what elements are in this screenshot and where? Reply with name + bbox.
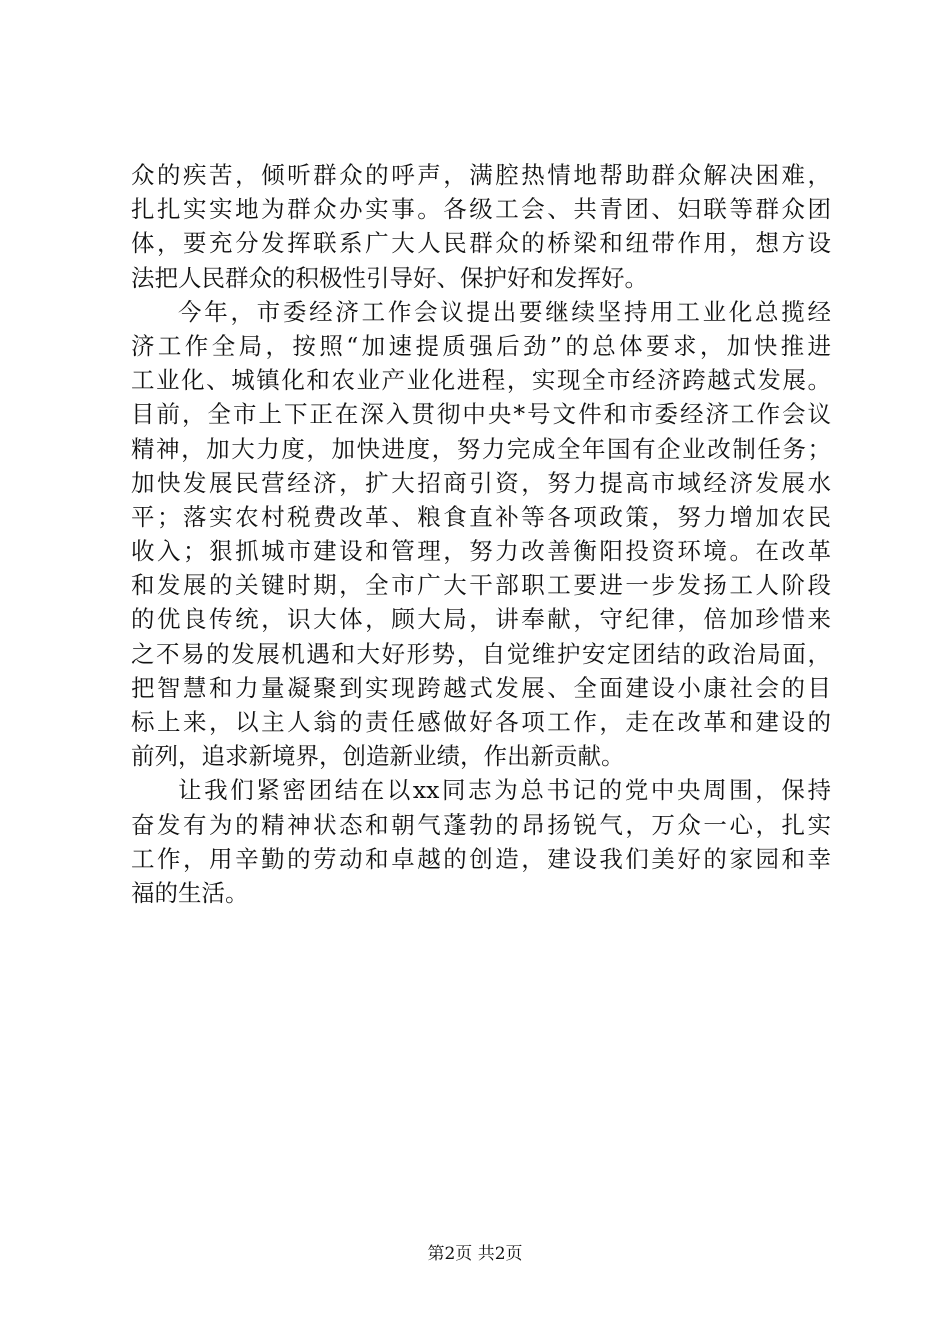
text-line: 前列，追求新境界，创造新业绩，作出新贡献。 xyxy=(131,742,625,771)
text-line: 工业化、城镇化和农业产业化进程，实现全市经济跨越式发展。 xyxy=(131,366,831,395)
paragraph xyxy=(131,295,831,774)
text-line: 众的疾苦，倾听群众的呼声，满腔热情地帮助群众解决困难， xyxy=(131,161,831,189)
paragraph xyxy=(131,158,831,295)
text-line: 精神，加大力度，加快进度，努力完成全年国有企业改制任务； xyxy=(131,434,831,463)
page-footer: 第2页 共2页 xyxy=(427,1244,523,1264)
text-line: 让我们紧密团结在以xx同志为总书记的党中央周围，保持 xyxy=(178,776,831,805)
text-line: 福的生活。 xyxy=(131,878,249,907)
text-line: 把智慧和力量凝聚到实现跨越式发展、全面建设小康社会的目 xyxy=(131,673,831,702)
text-line: 工作，用辛勤的劳动和卓越的创造，建设我们美好的家园和幸 xyxy=(131,844,831,873)
text-line: 之不易的发展机遇和大好形势，自觉维护安定团结的政治局面， xyxy=(131,639,831,668)
text-line: 和发展的关键时期，全市广大干部职工要进一步发扬工人阶段 xyxy=(131,571,831,600)
text-line: 济工作全局，按照“加速提质强后劲”的总体要求，加快推进 xyxy=(131,331,831,360)
text-line: 扎扎实实地为群众办实事。各级工会、共青团、妇联等群众团 xyxy=(131,195,831,224)
text-line: 法把人民群众的积极性引导好、保护好和发挥好。 xyxy=(131,263,648,292)
text-line: 的优良传统，识大体，顾大局，讲奉献，守纪律，倍加珍惜来 xyxy=(131,605,831,634)
text-line: 目前，全市上下正在深入贯彻中央*号文件和市委经济工作会议 xyxy=(131,400,831,429)
text-line: 平；落实农村税费改革、粮食直补等各项政策，努力增加农民 xyxy=(131,502,831,531)
text-line: 收入；狠抓城市建设和管理，努力改善衡阳投资环境。在改革 xyxy=(131,537,831,566)
text-line: 奋发有为的精神状态和朝气蓬勃的昂扬锐气，万众一心，扎实 xyxy=(131,810,831,839)
text-line: 今年，市委经济工作会议提出要继续坚持用工业化总揽经 xyxy=(178,297,831,326)
body-text xyxy=(131,158,831,910)
text-line: 加快发展民营经济，扩大招商引资，努力提高市域经济发展水 xyxy=(131,468,831,497)
paragraph xyxy=(131,773,831,910)
text-line: 体，要充分发挥联系广大人民群众的桥梁和纽带作用，想方设 xyxy=(131,229,831,258)
text-line: 标上来，以主人翁的责任感做好各项工作，走在改革和建设的 xyxy=(131,708,831,736)
